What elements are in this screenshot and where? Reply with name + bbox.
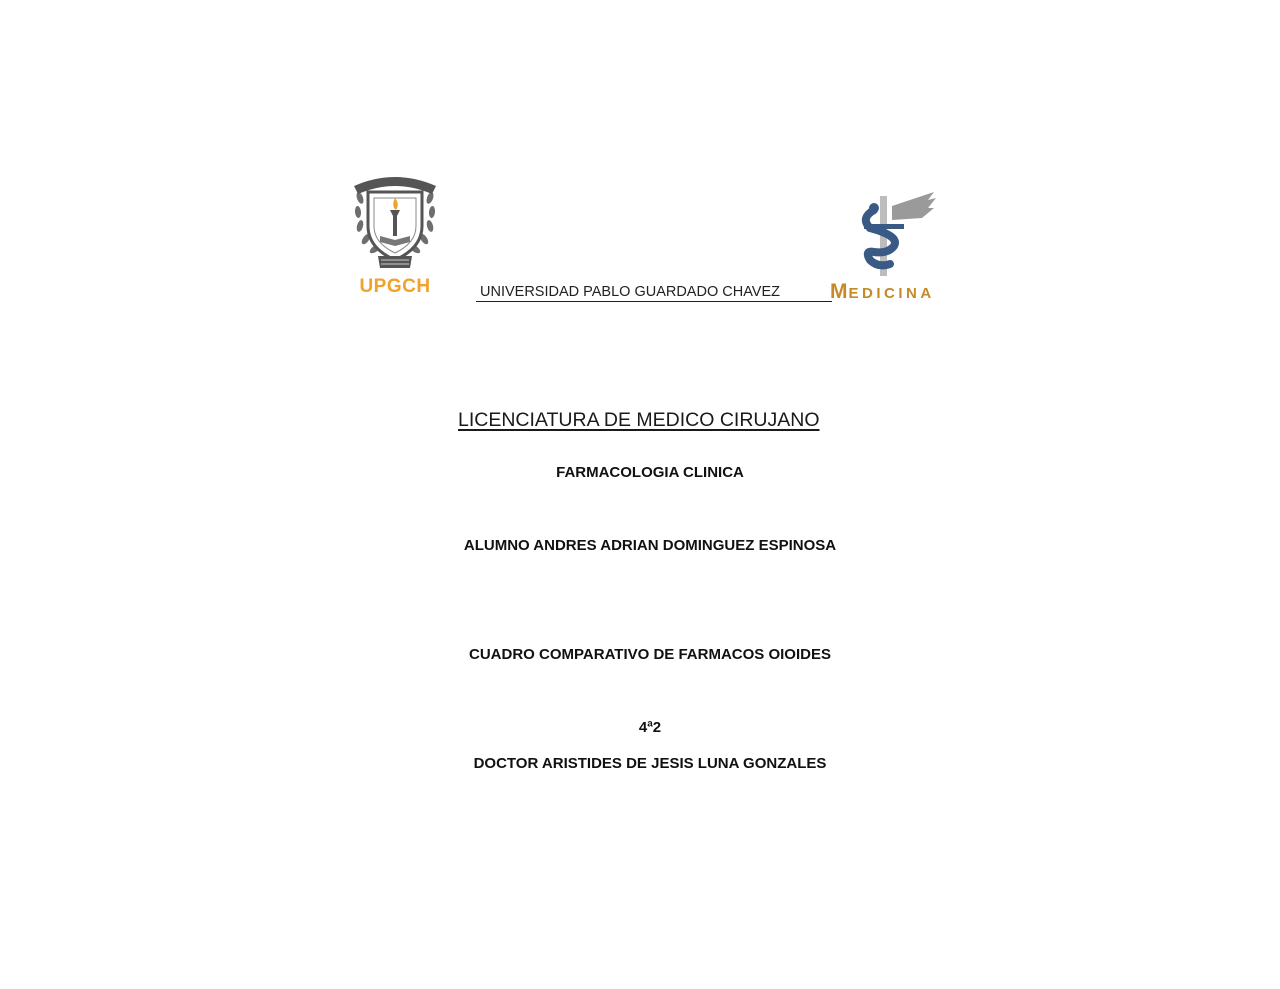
university-name: UNIVERSIDAD PABLO GUARDADO CHAVEZ — [476, 283, 832, 302]
program-title-text: LICENCIATURA DE MEDICO CIRUJANO — [458, 409, 820, 431]
medicina-logo — [830, 188, 952, 303]
student-line: ALUMNO ANDRES ADRIAN DOMINGUEZ ESPINOSA — [463, 537, 837, 554]
upgch-crest-icon — [350, 168, 440, 276]
upgch-logo-text: UPGCH — [359, 276, 431, 297]
caduceus-icon — [830, 188, 952, 280]
medicina-logo-text — [830, 280, 952, 304]
medicina-logo-rest: EDICINA — [848, 285, 935, 302]
grade-group-line: 4ª2 — [638, 719, 662, 736]
subject-line: FARMACOLOGIA CLINICA — [556, 464, 744, 481]
work-title-line: CUADRO COMPARATIVO DE FARMACOS OIOIDES — [469, 646, 831, 663]
medicina-logo-initial: M — [830, 280, 849, 303]
upgch-logo — [350, 168, 440, 300]
teacher-line: DOCTOR ARISTIDES DE JESIS LUNA GONZALES — [473, 755, 827, 772]
